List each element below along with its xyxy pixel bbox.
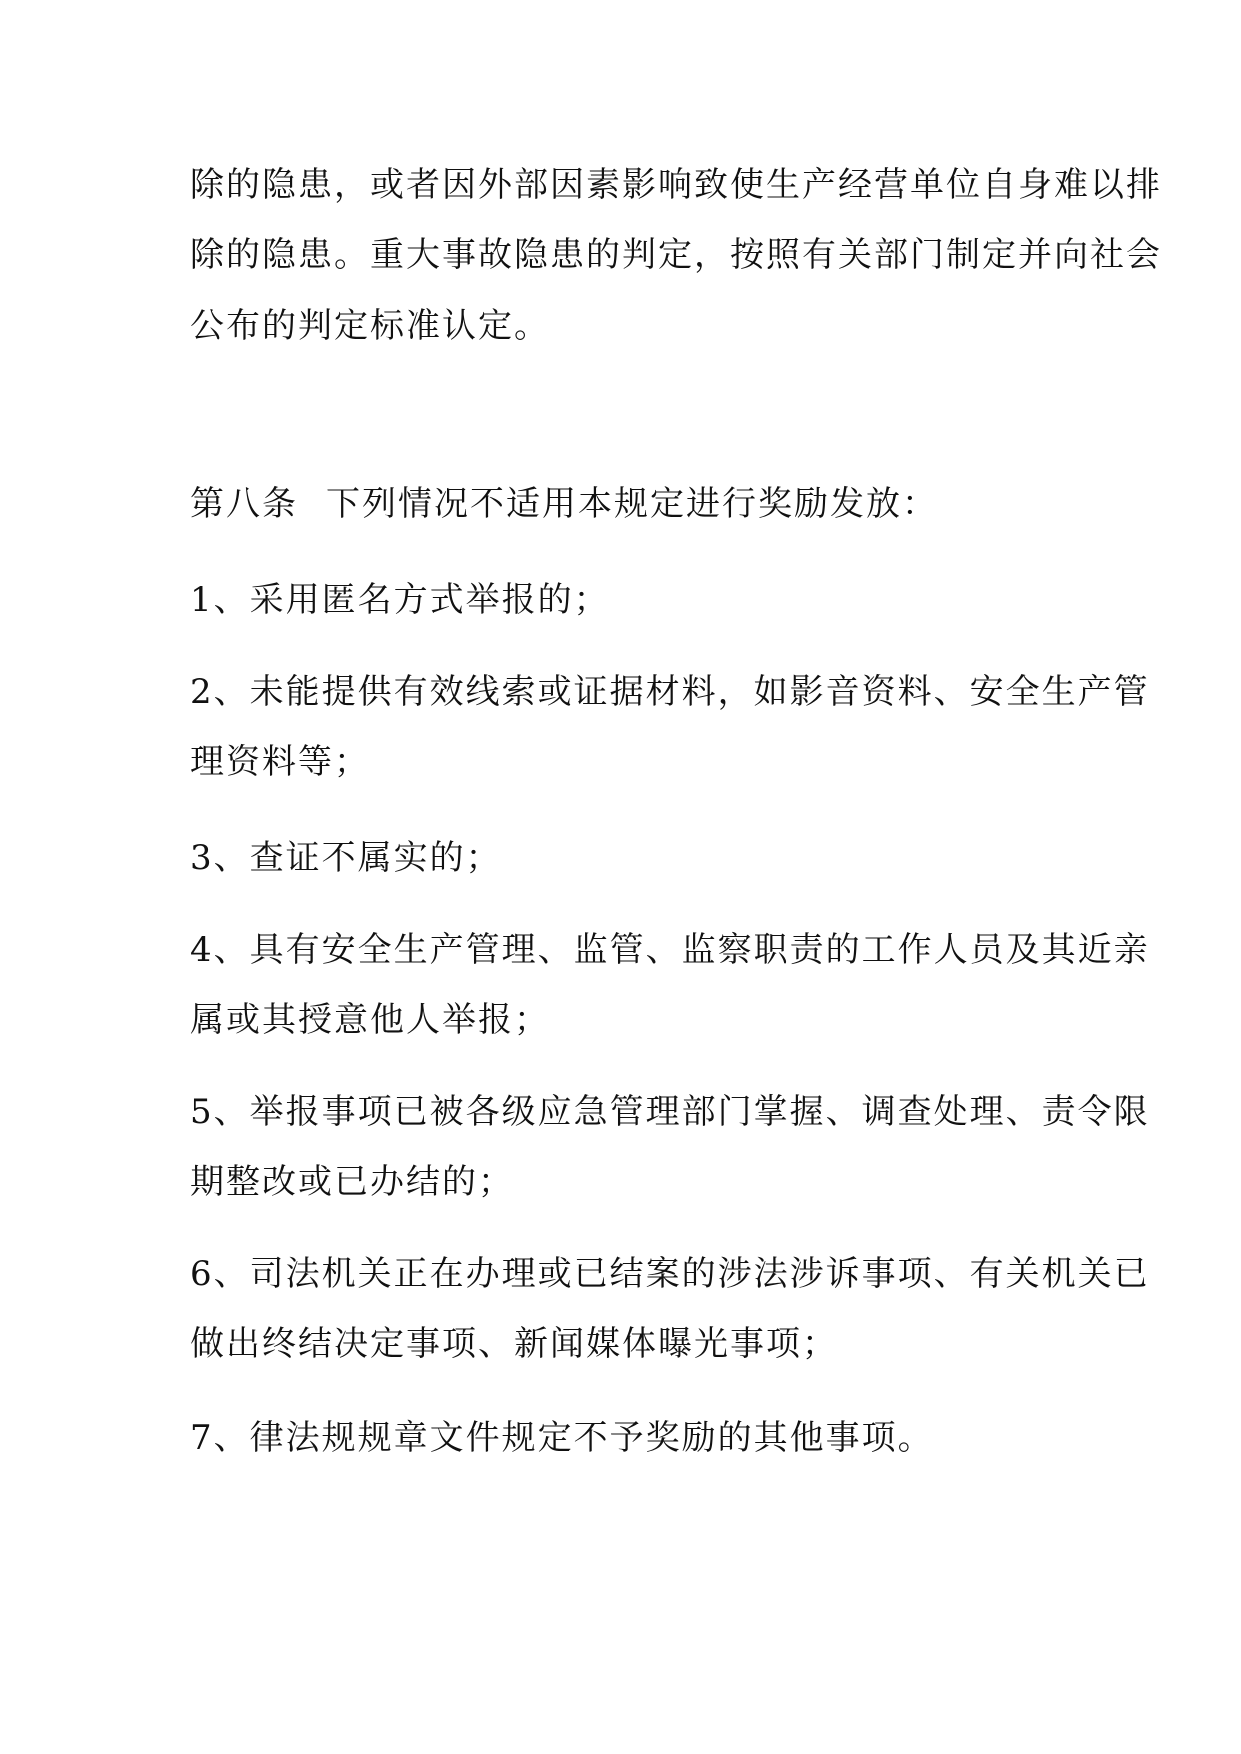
list-item-4: 4、具有安全生产管理、监管、监察职责的工作人员及其近亲	[190, 930, 1150, 970]
paragraph-line: 公布的判定标准认定。	[190, 306, 550, 346]
paragraph-line: 除的隐患。重大事故隐患的判定，按照有关部门制定并向社会	[190, 235, 1162, 275]
list-item-5-cont: 期整改或已办结的；	[190, 1162, 514, 1202]
list-item-7: 7、律法规规章文件规定不予奖励的其他事项。	[190, 1418, 934, 1458]
list-item-4-cont: 属或其授意他人举报；	[190, 1000, 550, 1040]
article-title: 下列情况不适用本规定进行奖励发放：	[326, 484, 938, 524]
paragraph-line: 除的隐患，或者因外部因素影响致使生产经营单位自身难以排	[190, 165, 1162, 205]
list-item-1: 1、采用匿名方式举报的；	[190, 580, 610, 620]
list-item-6-cont: 做出终结决定事项、新闻媒体曝光事项；	[190, 1324, 838, 1364]
list-item-2-cont: 理资料等；	[190, 742, 370, 782]
list-item-3: 3、查证不属实的；	[190, 838, 502, 878]
article-number: 第八条	[190, 484, 298, 524]
list-item-5: 5、举报事项已被各级应急管理部门掌握、调查处理、责令限	[190, 1092, 1150, 1132]
list-item-6: 6、司法机关正在办理或已结案的涉法涉诉事项、有关机关已	[190, 1254, 1150, 1294]
article-heading	[190, 484, 1070, 524]
list-item-2: 2、未能提供有效线索或证据材料，如影音资料、安全生产管	[190, 672, 1150, 712]
